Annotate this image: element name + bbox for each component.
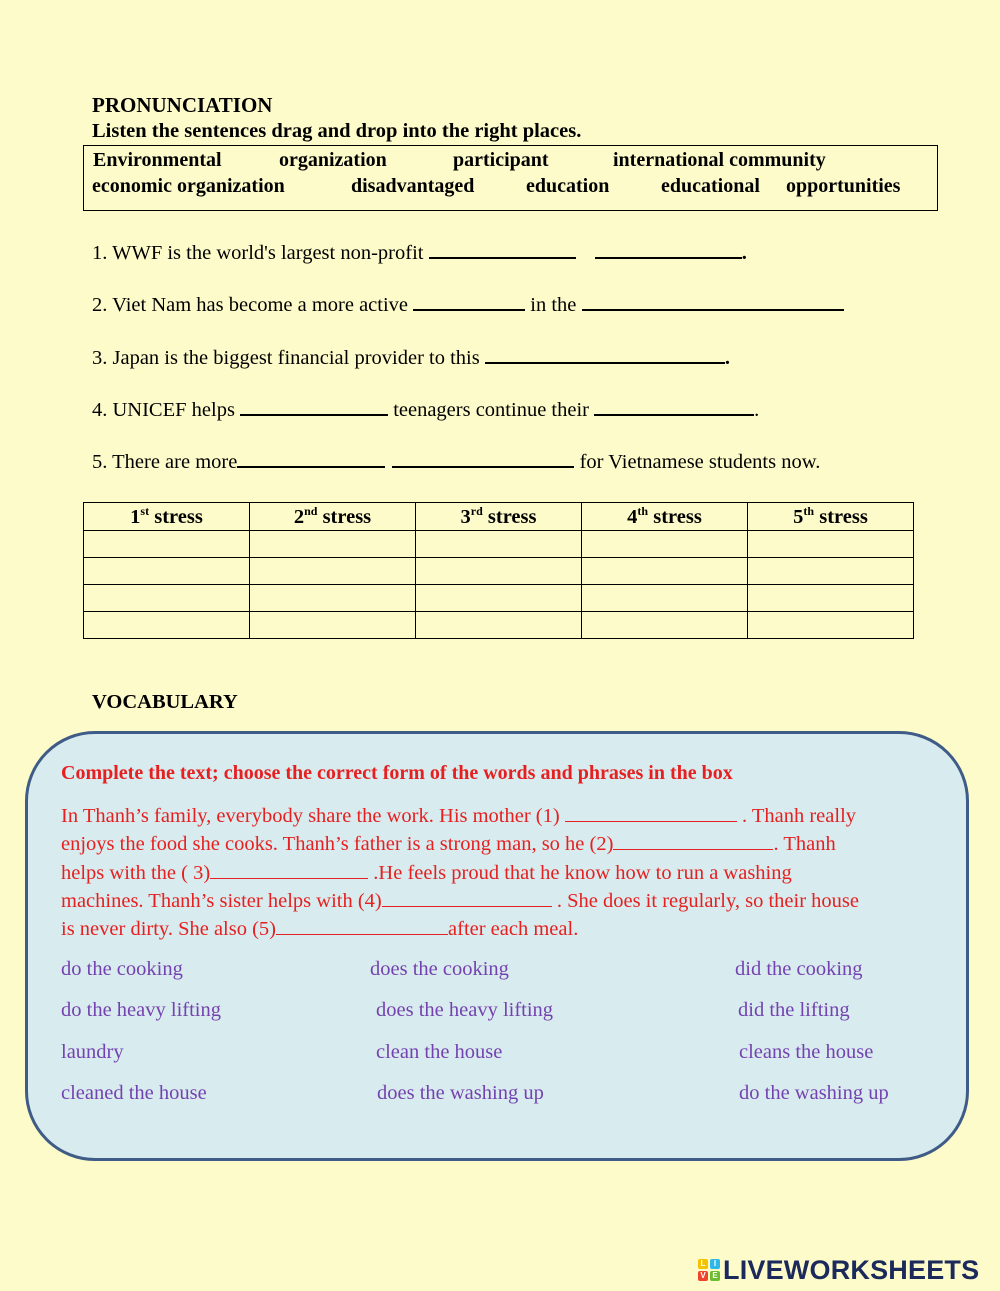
paragraph-text: . Thanh [773,833,836,855]
stress-drop-cell[interactable] [416,558,582,585]
sentence-4 [92,398,759,422]
stress-drop-cell[interactable] [582,612,748,639]
word-bank-box [83,145,938,211]
draggable-word[interactable]: opportunities [786,175,901,197]
answer-blank-5[interactable] [276,916,448,935]
vocabulary-instruction: Complete the text; choose the correct form of the words and phrases in the box [61,762,733,784]
stress-header-3: 3rd stress [416,503,582,531]
stress-table-row [84,531,914,558]
draggable-word[interactable]: organization [279,149,387,171]
stress-drop-cell[interactable] [416,585,582,612]
option-word[interactable]: does the heavy lifting [376,999,554,1021]
paragraph-text: . She does it regularly, so their house [556,890,859,912]
paragraph-line [61,803,856,828]
stress-drop-cell[interactable] [416,531,582,558]
paragraph-text: In Thanh’s family, everybody share the work. His mother (1) [61,805,560,827]
draggable-word[interactable]: educational [661,175,760,197]
paragraph-text: enjoys the food she cooks. Thanh’s father is a strong man, so he (2) [61,833,614,855]
option-word[interactable]: does the washing up [377,1082,544,1104]
pronunciation-instruction: Listen the sentences drag and drop into the right places. [92,120,582,142]
stress-drop-cell[interactable] [416,612,582,639]
sentence-text: 3. Japan is the biggest financial provider to this [92,347,480,369]
drop-blank[interactable] [485,346,725,364]
drop-blank[interactable] [240,398,388,416]
stress-drop-cell[interactable] [582,531,748,558]
option-word[interactable]: laundry [61,1041,124,1063]
answer-blank-2[interactable] [613,831,773,850]
option-word[interactable]: do the washing up [739,1082,889,1104]
stress-table-row [84,585,914,612]
stress-table-header [84,503,914,531]
draggable-word[interactable]: economic organization [92,175,285,197]
sentence-end: . [754,399,760,421]
stress-header-1: 1st stress [84,503,250,531]
stress-drop-cell[interactable] [84,612,250,639]
stress-table-row [84,558,914,585]
sentence-text: 1. WWF is the world's largest non-profit [92,242,424,264]
answer-blank-1[interactable] [565,803,737,822]
drop-blank[interactable] [413,293,525,311]
stress-drop-cell[interactable] [84,585,250,612]
stress-drop-cell[interactable] [250,585,416,612]
stress-drop-cell[interactable] [250,558,416,585]
sentence-end: . [724,347,730,369]
sentence-text: 2. Viet Nam has become a more active [92,294,409,316]
option-word[interactable]: does the cooking [370,958,509,980]
stress-drop-cell[interactable] [84,558,250,585]
paragraph-text: after each meal. [448,918,579,940]
option-word[interactable]: cleaned the house [61,1082,207,1104]
sentence-mid: in the [530,294,577,316]
logo-blocks-icon: L I V E [698,1259,720,1281]
drop-blank[interactable] [595,241,742,259]
paragraph-text: . Thanh really [741,805,857,827]
stress-table [83,502,914,639]
sentence-3 [92,346,730,370]
option-word[interactable]: did the cooking [735,958,863,980]
drop-blank[interactable] [582,293,844,311]
draggable-word[interactable]: education [526,175,610,197]
paragraph-text: is never dirty. She also (5) [61,918,277,940]
option-word[interactable]: do the heavy lifting [61,999,221,1021]
draggable-word[interactable]: international community [613,149,826,171]
paragraph-line [61,860,792,885]
paragraph-text: helps with the ( 3) [61,862,211,884]
stress-drop-cell[interactable] [582,585,748,612]
paragraph-line [61,916,578,941]
option-word[interactable]: clean the house [376,1041,503,1063]
pronunciation-heading: PRONUNCIATION [92,93,273,117]
stress-header-4: 4th stress [582,503,748,531]
paragraph-line [61,831,836,856]
stress-drop-cell[interactable] [748,531,914,558]
paragraph-text: machines. Thanh’s sister helps with (4) [61,890,382,912]
drop-blank[interactable] [392,450,574,468]
liveworksheets-logo [698,1255,979,1285]
sentence-text: 5. There are more [92,451,238,473]
option-word[interactable]: do the cooking [61,958,183,980]
stress-drop-cell[interactable] [748,585,914,612]
stress-header-2: 2nd stress [250,503,416,531]
sentence-mid: teenagers continue their [393,399,589,421]
stress-drop-cell[interactable] [84,531,250,558]
stress-drop-cell[interactable] [582,558,748,585]
sentence-end: for Vietnamese students now. [579,451,821,473]
sentence-1 [92,241,747,265]
answer-blank-3[interactable] [210,860,368,879]
drop-blank[interactable] [237,450,385,468]
option-word[interactable]: cleans the house [739,1041,874,1063]
sentence-2 [92,293,844,317]
sentence-end: . [741,242,747,264]
stress-drop-cell[interactable] [748,612,914,639]
stress-drop-cell[interactable] [250,612,416,639]
paragraph-line [61,888,859,913]
drop-blank[interactable] [429,241,576,259]
stress-table-row [84,612,914,639]
logo-text: LIVEWORKSHEETS [723,1254,980,1285]
vocabulary-heading: VOCABULARY [92,691,238,713]
draggable-word[interactable]: participant [453,149,549,171]
stress-header-5: 5th stress [748,503,914,531]
drop-blank[interactable] [594,398,754,416]
draggable-word[interactable]: Environmental [93,149,222,171]
draggable-word[interactable]: disadvantaged [351,175,475,197]
paragraph-text: .He feels proud that he know how to run a washing [368,862,792,884]
sentence-5 [92,450,820,474]
answer-blank-4[interactable] [382,888,552,907]
stress-drop-cell[interactable] [250,531,416,558]
sentence-text: 4. UNICEF helps [92,399,235,421]
option-word[interactable]: did the lifting [738,999,850,1021]
stress-drop-cell[interactable] [748,558,914,585]
